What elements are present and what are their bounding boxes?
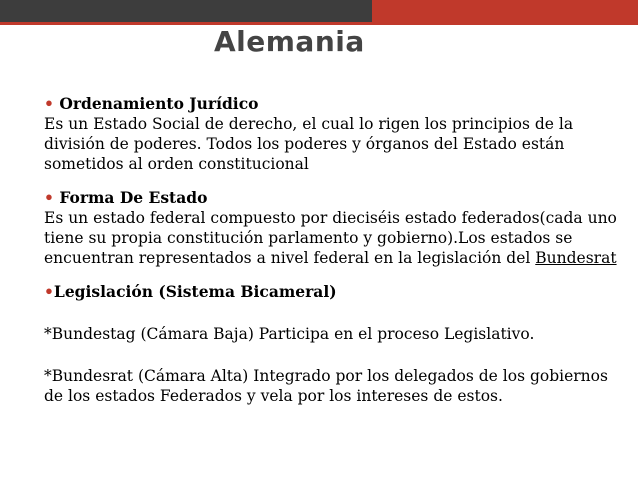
- section-body-ordenamiento: Es un Estado Social de derecho, el cual lo rigen los principios de la división de poderes. Todos los poderes y órganos del Estado están sometidos al orden constitucional: [44, 115, 574, 173]
- bundestag-item: *Bundestag (Cámara Baja) Participa en el proceso Legislativo.: [44, 325, 535, 343]
- bullet-icon: •: [44, 282, 54, 301]
- section-body-forma-estado: [44, 208, 624, 268]
- heading-text: Ordenamiento Jurídico: [53, 94, 259, 113]
- section-heading-forma-estado: [44, 188, 624, 208]
- top-accent-block: [372, 0, 638, 22]
- bundesrat-link[interactable]: Bundesrat: [535, 249, 617, 267]
- bundesrat-item: *Bundesrat (Cámara Alta) Integrado por los delegados de los gobiernos de los estados Federados y vela por los intereses de estos.: [44, 367, 608, 405]
- slide-content: [44, 94, 624, 406]
- heading-text: Forma De Estado: [53, 188, 208, 207]
- section-heading-legislacion: [44, 282, 624, 302]
- body-text: Es un estado federal compuesto por dieciséis estado federados(cada uno tiene su propia constitución parlamento y gobierno).Los estados se encuentran representados a nivel federal en la legislación del: [44, 209, 617, 267]
- bullet-icon: •: [44, 188, 54, 207]
- heading-text: Legislación (Sistema Bicameral): [53, 282, 337, 301]
- slide-title: Alemania: [214, 25, 365, 58]
- section-heading-ordenamiento: [44, 94, 624, 114]
- bullet-icon: •: [44, 94, 54, 113]
